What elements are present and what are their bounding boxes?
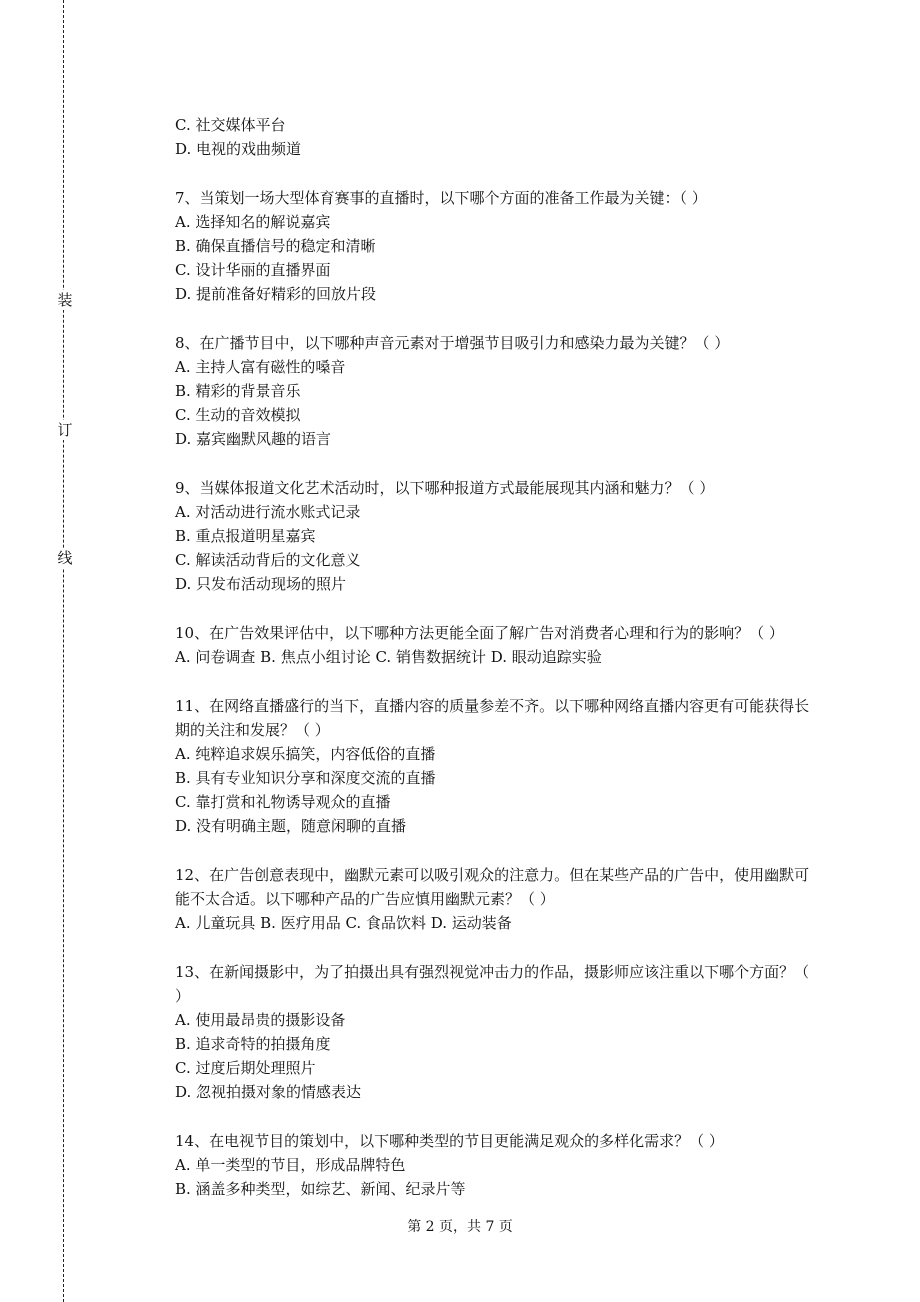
question-stem: 7、当策划一场大型体育赛事的直播时，以下哪个方面的准备工作最为关键：（ ） <box>175 189 707 207</box>
binding-dashed-line <box>63 0 64 1302</box>
question-10 <box>175 621 815 669</box>
question-13 <box>175 960 815 1104</box>
option: B. 追求奇特的拍摄角度 <box>175 1035 331 1053</box>
question-stem: 14、在电视节目的策划中，以下哪种类型的节目更能满足观众的多样化需求？（ ） <box>175 1132 724 1150</box>
question-stem: 9、当媒体报道文化艺术活动时，以下哪种报道方式最能展现其内涵和魅力？（ ） <box>175 479 715 497</box>
option: B. 精彩的背景音乐 <box>175 382 301 400</box>
question-12 <box>175 863 815 935</box>
option: A. 使用最昂贵的摄影设备 <box>175 1011 346 1029</box>
question-stem: 10、在广告效果评估中，以下哪种方法更能全面了解广告对消费者心理和行为的影响？（ ） <box>175 624 784 642</box>
option: C. 靠打赏和礼物诱导观众的直播 <box>175 793 391 811</box>
option: D. 提前准备好精彩的回放片段 <box>175 285 377 303</box>
question-stem: 12、在广告创意表现中，幽默元素可以吸引观众的注意力。但在某些产品的广告中，使用幽默可能不太合适。以下哪种产品的广告应慎用幽默元素？（ ） <box>175 866 810 908</box>
question-stem: 8、在广播节目中，以下哪种声音元素对于增强节目吸引力和感染力最为关键？（ ） <box>175 334 730 352</box>
question-11 <box>175 694 815 838</box>
option: C. 社交媒体平台 <box>175 116 286 134</box>
option: A. 单一类型的节目，形成品牌特色 <box>175 1156 406 1174</box>
question-stem: 11、在网络直播盛行的当下，直播内容的质量参差不齐。以下哪种网络直播内容更有可能获得长期的关注和发展？（ ） <box>175 697 810 739</box>
option: A. 选择知名的解说嘉宾 <box>175 213 331 231</box>
option: B. 具有专业知识分享和深度交流的直播 <box>175 769 436 787</box>
option: D. 只发布活动现场的照片 <box>175 575 347 593</box>
page-footer: 第 2 页，共 7 页 <box>407 1219 513 1235</box>
question-content <box>175 113 815 1201</box>
option: D. 电视的戏曲频道 <box>175 140 302 158</box>
option: B. 确保直播信号的稳定和清晰 <box>175 237 376 255</box>
option: B. 重点报道明星嘉宾 <box>175 527 316 545</box>
binding-char-xian: 线 <box>57 549 73 567</box>
option: D. 嘉宾幽默风趣的语言 <box>175 430 332 448</box>
binding-char-zhuang: 装 <box>57 291 73 309</box>
option: C. 生动的音效模拟 <box>175 406 301 424</box>
option: C. 解读活动背后的文化意义 <box>175 551 361 569</box>
option: A. 对活动进行流水账式记录 <box>175 503 361 521</box>
option-row: A. 问卷调查 B. 焦点小组讨论 C. 销售数据统计 D. 眼动追踪实验 <box>175 648 602 666</box>
option: A. 主持人富有磁性的嗓音 <box>175 358 346 376</box>
question-stem: 13、在新闻摄影中，为了拍摄出具有强烈视觉冲击力的作品，摄影师应该注重以下哪个方面？（ ） <box>175 963 810 1005</box>
option: A. 纯粹追求娱乐搞笑，内容低俗的直播 <box>175 745 436 763</box>
option: C. 过度后期处理照片 <box>175 1059 316 1077</box>
option-row: A. 儿童玩具 B. 医疗用品 C. 食品饮料 D. 运动装备 <box>175 914 512 932</box>
question-8 <box>175 331 815 451</box>
question-14 <box>175 1129 815 1201</box>
option: D. 没有明确主题，随意闲聊的直播 <box>175 817 407 835</box>
option: D. 忽视拍摄对象的情感表达 <box>175 1083 362 1101</box>
option: B. 涵盖多种类型，如综艺、新闻、纪录片等 <box>175 1180 466 1198</box>
binding-char-ding: 订 <box>57 421 73 439</box>
question-7 <box>175 186 815 306</box>
option: C. 设计华丽的直播界面 <box>175 261 331 279</box>
question-9 <box>175 476 815 596</box>
